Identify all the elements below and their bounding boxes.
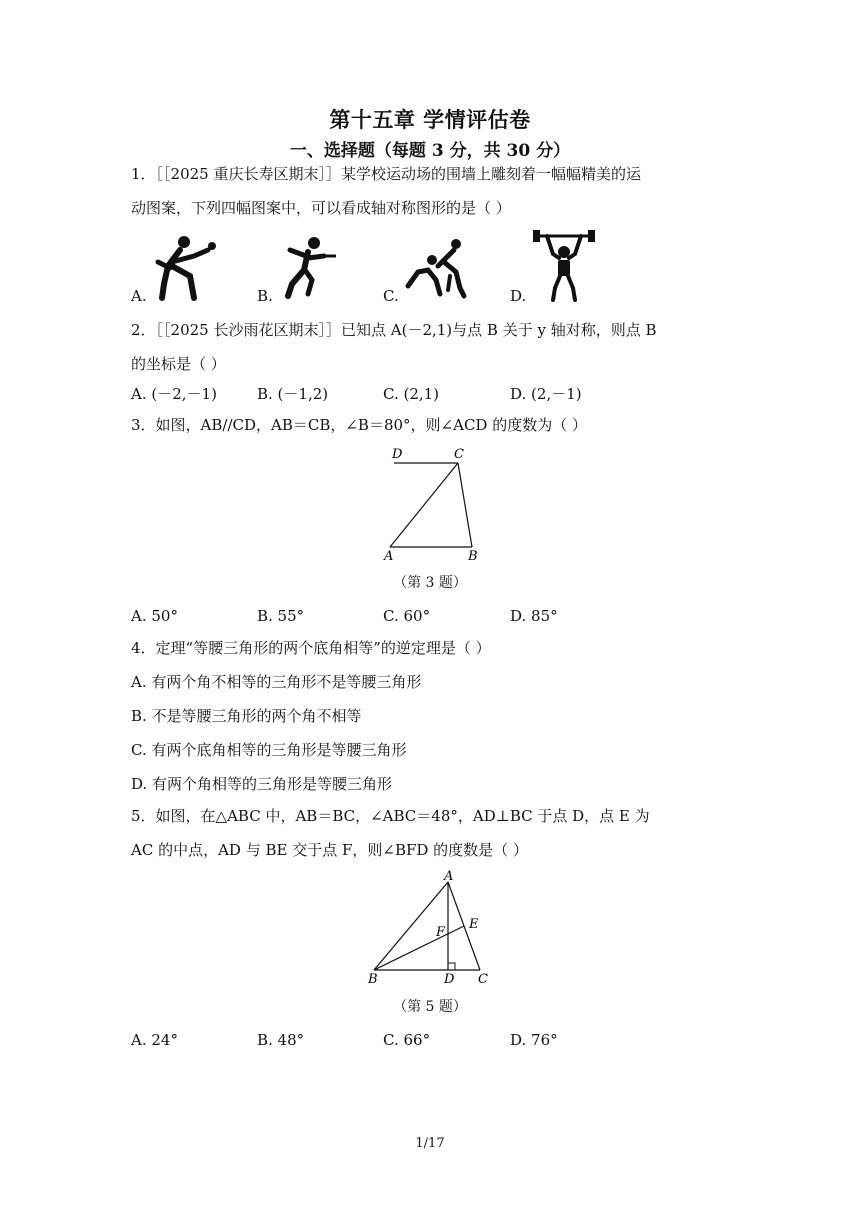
q2-option-d: D. (2,－1) [510, 385, 582, 403]
q5-text-line2: AC 的中点，AD 与 BE 交于点 F，则∠BFD 的度数是（ ） [131, 841, 528, 859]
q1-option-b: B. [257, 287, 273, 305]
page-title: 第十五章 学情评估卷 [329, 107, 531, 132]
q5-label-b: B [368, 972, 378, 986]
q2-text-line2: 的坐标是（ ） [131, 355, 226, 373]
q3-option-b: B. 55° [257, 607, 305, 625]
q5-label-c: C [478, 972, 488, 986]
q5-option-d: D. 76° [510, 1031, 558, 1049]
q3-option-d: D. 85° [510, 607, 558, 625]
q3-caption: （第 3 题） [393, 575, 467, 591]
q5-label-a: A [444, 869, 454, 884]
q5-label-d: D [444, 972, 455, 986]
q4-option-b: B. 不是等腰三角形的两个角不相等 [131, 707, 362, 725]
q1-option-c: C. [383, 287, 399, 305]
q5-option-b: B. 48° [257, 1031, 305, 1049]
q5-label-f: F [436, 925, 446, 940]
q2-option-c: C. (2,1) [383, 385, 440, 403]
q1-text-line2: 动图案，下列四幅图案中，可以看成轴对称图形的是（ ） [131, 199, 511, 217]
q5-figure-triangle [366, 866, 496, 986]
q3-label-c: C [454, 447, 464, 462]
q2-option-b: B. (－1,2) [257, 385, 329, 403]
section-heading: 一、选择题（每题 3 分，共 30 分） [289, 141, 571, 161]
weightlifter-icon [531, 228, 597, 302]
q4-option-c: C. 有两个底角相等的三角形是等腰三角形 [131, 741, 407, 759]
q3-text-line1: 3．如图，AB//CD，AB＝CB，∠B＝80°，则∠ACD 的度数为（ ） [131, 416, 587, 434]
q4-option-a: A. 有两个角不相等的三角形不是等腰三角形 [131, 673, 422, 691]
q3-label-b: B [468, 549, 478, 563]
q3-label-d: D [392, 447, 403, 462]
page-number: 1/17 [415, 1136, 445, 1151]
q1-text-line1: 1．［［2025 重庆长寿区期末］］某学校运动场的围墙上雕刻着一幅幅精美的运 [131, 165, 641, 183]
q3-option-a: A. 50° [131, 607, 178, 625]
q5-option-a: A. 24° [131, 1031, 178, 1049]
q4-option-d: D. 有两个角相等的三角形是等腰三角形 [131, 775, 393, 793]
q3-figure-trapezoid [380, 443, 490, 563]
q5-text-line1: 5．如图，在△ABC 中，AB＝BC，∠ABC＝48°，AD⊥BC 于点 D，点 E 为 [131, 807, 650, 825]
volleyball-player-icon [150, 232, 220, 302]
q2-text-line1: 2．［［2025 长沙雨花区期末］］已知点 A(－2,1)与点 B 关于 y 轴对称，则点 B [131, 321, 657, 339]
q2-option-a: A. (－2,－1) [131, 385, 217, 403]
q3-option-c: C. 60° [383, 607, 431, 625]
q1-option-a: A. [131, 287, 147, 305]
q5-option-c: C. 66° [383, 1031, 431, 1049]
runner-icon [278, 234, 340, 300]
q4-text-line1: 4．定理“等腰三角形的两个底角相等”的逆定理是（ ） [131, 639, 491, 657]
judo-icon [404, 236, 470, 300]
q5-caption: （第 5 题） [393, 999, 467, 1015]
q3-label-a: A [384, 549, 394, 563]
q5-label-e: E [469, 917, 479, 932]
q1-option-d: D. [510, 287, 527, 305]
